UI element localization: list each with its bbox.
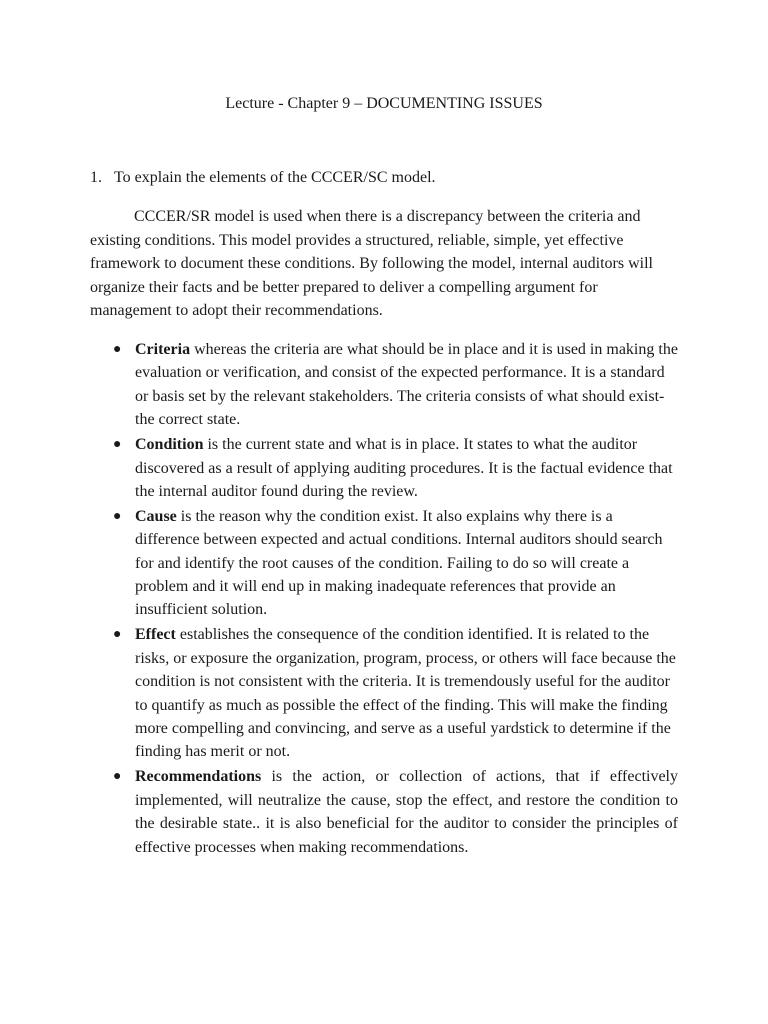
section-number: 1.: [90, 169, 102, 186]
definition-condition: is the current state and what is in place. It states to what the auditor discovered as a result of applying auditing procedures. It is the factual evidence that the internal auditor found during the review.: [135, 436, 673, 500]
elements-list: [0, 338, 768, 860]
bullet-icon: ●: [113, 437, 122, 453]
definition-cause: is the reason why the condition exist. It also explains why there is a difference between expected and actual conditions. Internal auditors should search for and identify the root causes of the condition. Failing to do so will create a problem and it will end up in making inadequate references that provide an insufficient solution.: [135, 507, 663, 619]
list-item-cause: [0, 505, 678, 622]
section-heading-text: To explain the elements of the CCCER/SC model.: [114, 169, 436, 186]
document-title: Lecture - Chapter 9 – DOCUMENTING ISSUES: [225, 95, 543, 112]
definition-recommendations: is the action, or collection of actions, that if effectively implemented, will neutralize the cause, stop the effect, and restore the condition to the desirable state.. it is also beneficial for the auditor to consider the principles of effective processes when making recommendations.: [135, 768, 678, 856]
list-item-condition: [0, 433, 678, 503]
section-heading: [90, 168, 436, 188]
list-item-recommendations: [0, 765, 678, 859]
term-criteria: Criteria: [135, 341, 191, 358]
list-item-effect: [0, 623, 678, 763]
intro-paragraph-text: CCCER/SR model is used when there is a discrepancy between the criteria and existing conditions. This model provides a structured, reliable, simple, yet effective framework to document these conditions. By following the model, internal auditors will organize their facts and be better prepared to deliver a compelling argument for management to adopt their recommendations.: [90, 208, 653, 320]
bullet-icon: ●: [113, 627, 122, 643]
bullet-icon: ●: [113, 508, 122, 524]
list-item-criteria: [0, 338, 678, 432]
bullet-icon: ●: [113, 769, 122, 785]
term-cause: Cause: [135, 507, 177, 525]
term-condition: Condition: [135, 436, 204, 454]
term-recommendations: Recommendations: [135, 768, 262, 786]
definition-effect: establishes the consequence of the condition identified. It is related to the risks, or exposure the organization, program, process, or others will face because the condition is not consistent with the criteria. It is tremendously useful for the auditor to quantify as much as possible the effect of the finding. This will make the finding more compelling and convincing, and serve as a useful yardstick to determine if the finding has merit or not.: [135, 626, 676, 761]
term-effect: Effect: [135, 626, 176, 644]
intro-paragraph: [90, 205, 675, 323]
bullet-icon: ●: [113, 342, 122, 357]
definition-criteria: whereas the criteria are what should be in place and it is used in making the evaluation or verification, and consist of the expected performance. It is a standard or basis set by the relevant stakeholders. The criteria consists of what should exist- the correct state.: [135, 341, 678, 429]
